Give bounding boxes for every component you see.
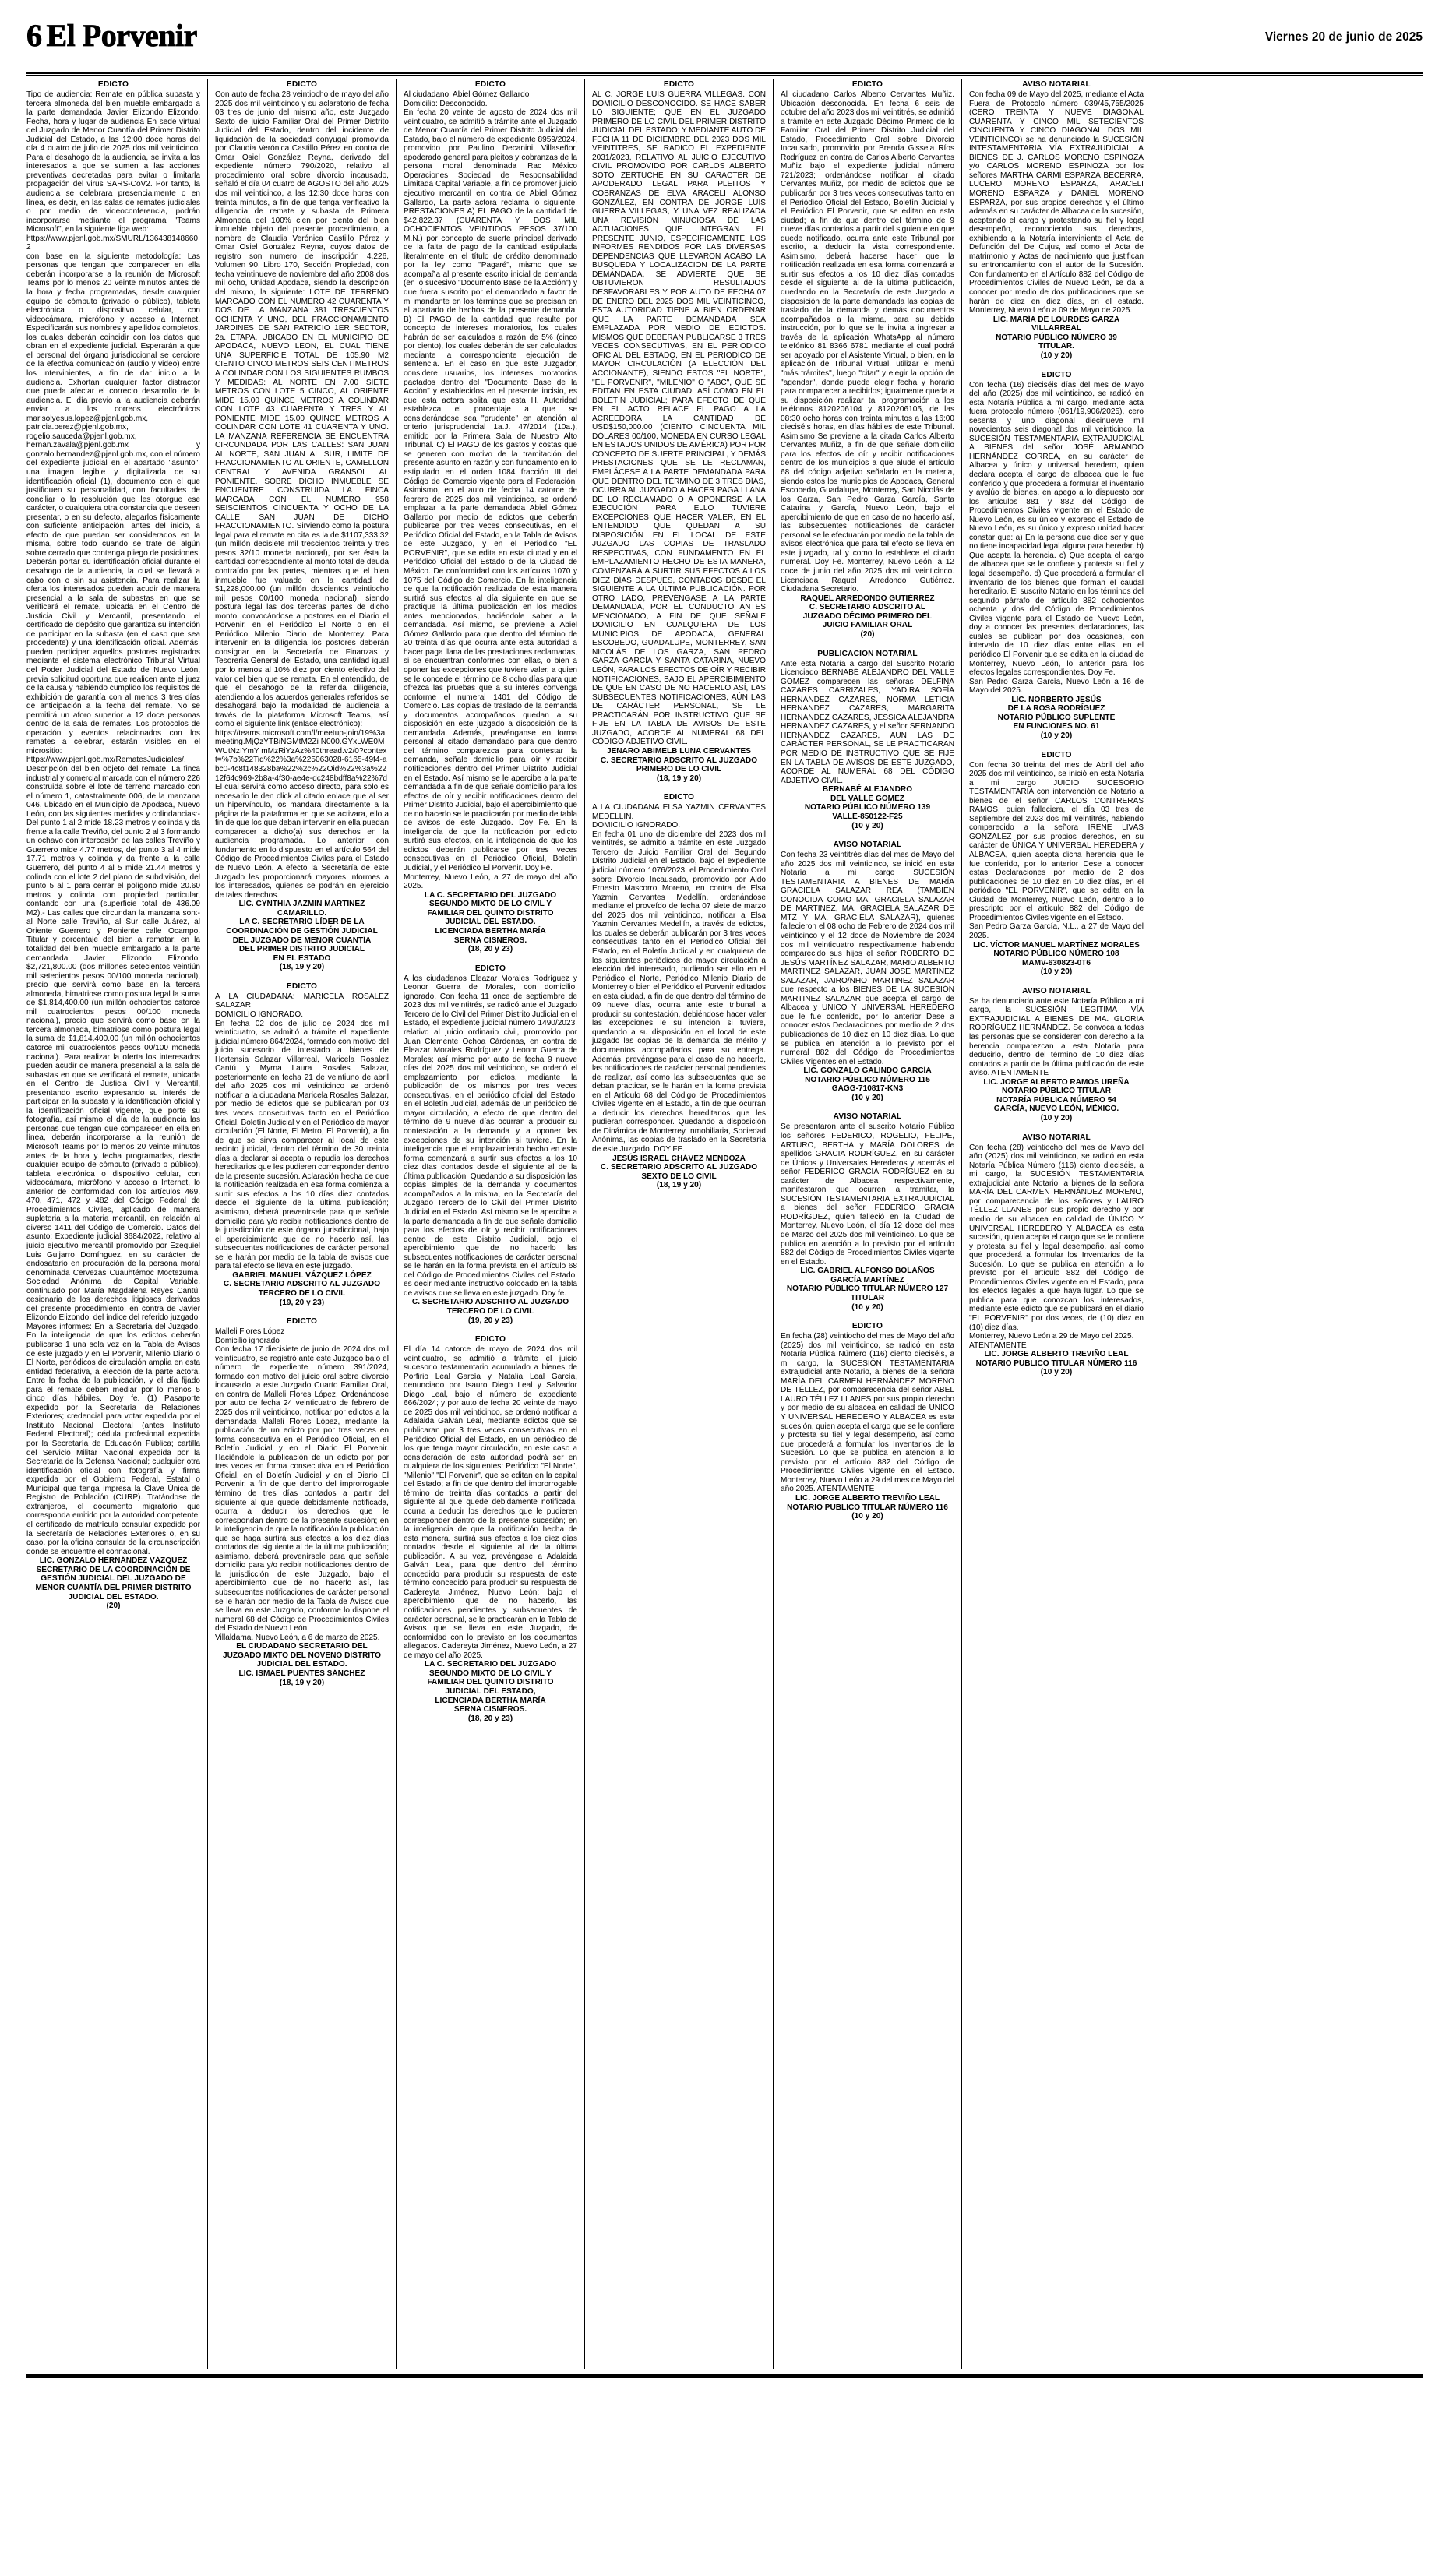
notice-signature-line: LA C. SECRETARIO DEL JUZGADO	[424, 890, 557, 900]
notice-signature-line: JUZGADO MIXTO DEL NOVENO DISTRITO	[222, 1651, 382, 1660]
notice-paragraph: En fecha 01 uno de diciembre del 2023 dos mil veintitrés, se admitió a trámite en este Juzgado Tercero de Juicio Familiar Oral del Segundo Distrito Judicial en el Estado, bajo el expediente judicial número 1076/2023, el Procedimiento Oral sobre Divorcio Incausado, promovido por Aldo Ernesto Mascorro Moreno, en contra de Elsa Yazmin Cervantes Medellín, ordenándose mediante el proveído de fecha 07 siete de marzo del 2025 dos mil veinticinco, notificar a Elsa Yazmin Cervantes Medellín, a través de edictos, los cuales se deberán publicarán por 3 tres veces consecutivas tanto en el Periódico Oficial del Estado, en el Boletín Judicial y en cualquiera de los siguientes periódicos de mayor circulación a elección del interesado, pudiendo ser ello en el Periódico el Norte, Periódico Milenio Diario de Monterrey o bien el Periódico el Porvenir editados en esta ciudad, a fin de que dentro del término de 09 nueve días, ocurra ante este tribunal a producir su contestación, debiéndose hacer valer las excepciones le su intención si tuviere, quedando a su disposición en el local de este juzgado las copias de la demanda de mérito y documentos acompañados para su entrega. Además, prevéngase para el caso de no hacerlo, las notificaciones de carácter personal pendientes de realizar, así como las subsecuentes que se deban practicar, se le harán en la forma prevista en el Artículo 68 del Código de Procedimientos Civiles vigente en el Estado, a fin de que ocurran a deducir los derechos hereditarios que les pudieran corresponder. Quedando a disposición de Dinámica de Monterrey Inmobiliaria, Sociedad Anónima, las copias de traslado en la Secretaría de este Juzgado. DOY FE.	[592, 830, 766, 1154]
notice-paragraph: A los ciudadanos Eleazar Morales Rodríguez y Leonor Guerra de Morales, con domicilio: ignorado. Con fecha 11 once de septiembre de 2023 dos mil veintitrés, se radicó ante el Juzgado Tercero de lo Civil del Primer Distrito Judicial en el Estado, el expediente judicial número 1490/2023, relativo al juicio ordinario civil, promovido por Juan Clemente Ochoa Cárdenas, en contra de Eleazar Morales Rodríguez y Leonor Guerra de Morales; así mismo por auto de fecha 9 nueve días del 2025 dos mil veinticinco, se ordenó el emplazamiento por edictos, mediante la publicación de los mismos por tres veces consecutivas, en el periódico oficial del Estado, en el Boletín Judicial, además de un periódico de mayor circulación, a efecto de que dentro del término de 9 nueve días ocurran a producir su contestación a la demanda y a oponer las excepciones de su intención si tuviere. En la inteligencia que el emplazamiento hecho en este forma comenzará a surtir sus efectos a los 10 diez días contados desde el siguiente al de la última publicación. Quedando a su disposición las copias simples de la demanda y documentos acompañados a la misma, en la Secretaría del Juzgado Tercero de lo Civil del Primer Distrito Judicial en el Estado. Así mismo se le apercibe a la parte demandada a fin de que señale domicilio para los efectos de oír y recibir notificaciones dentro de este Distrito Judicial, bajo el apercibimiento que de no hacerlo las subsecuentes notificaciones de carácter personal se le harán en la forma prevista en el artículo 68 del Código de Procedimientos Civiles del Estado, es decir mediante instructivo colocado en la tabla de avisos que se lleva en este juzgado. Doy fe.	[404, 974, 577, 1298]
notice-signature-line: C. SECRETARIO ADSCRITO AL JUZGADO	[600, 756, 758, 765]
notice-heading: AVISO NOTARIAL	[1022, 986, 1091, 996]
notice-paragraph: Se presentaron ante el suscrito Notario Público los señores FEDERICO, ROGELIO, FELIPE, ARTURO, BERTHA y MARÍA DOLORES de apellidos GRACIA RODRÍGUEZ, en su carácter de Únicos y Universales Herederos y además el señor FEDERICO GRACIA RODRÍGUEZ en su carácter de Albacea respectivamente, manifestaron que ocurren a tramitar, la SUCESIÓN TESTAMENTARIA EXTRAJUDICIAL a bienes del señor FEDERICO GRACIA RODRÍGUEZ, quien falleció en la Ciudad de Monterrey, Nuevo León, el día 12 doce del mes de Marzo del 2025 dos mil veinticinco. Lo que se publica en atención a lo previsto por el artículo 882 del Código de Procedimientos Civiles vigente en el Estado.	[781, 1122, 954, 1267]
notice-signature-line: LIC. GONZALO GALINDO GARCÍA	[803, 1066, 932, 1076]
notice-signature-line: JUDICIAL DEL ESTADO.	[256, 1660, 347, 1669]
notice-paragraph: Con fecha 09 de Mayo del 2025, mediante el Acta Fuera de Protocolo número 039/45,755/2025 (CERO TREINTA Y NUEVE DIAGONAL CUARENTA Y CINCO MIL SETECIENTOS CINCUENTA Y CINCO DIAGONAL DOS MIL VEINTICINCO) se ha denunciado la SUCESIÓN INTESTAMENTARIA VÍA EXTRAJUDICIAL A BIENES DE J. CARLOS MORENO ESPINOZA y/o CARLOS MORENO ESPINOZA por los señores MARTHA CARMI ESPARZA BECERRA, LUCERO MORENO ESPARZA, ARACELI MORENO ESPARZA y DANIEL MORENO ESPARZA, por sus propios derechos y el último además en su carácter de Albacea de la sucesión, aceptando el cargo y protestando su fiel y legal desempeño, reconociendo sus derechos, exhibiendo a la Notaría interviniente el Acta de Defunción del De Cujus, así como el Acta de matrimonio y Actas de nacimiento que justifican su entroncamiento con el autor de la Sucesión. Con fundamento en el Artículo 882 del Código de Procedimientos Civiles de Nuevo León, se da a conocer por medio de dos publicaciones que se harán de diez en diez días, en el estado. Monterrey, Nuevo León a 09 de Mayo de 2025.	[969, 90, 1144, 315]
notice-heading: AVISO NOTARIAL	[1022, 80, 1091, 89]
notice-signature-line: LA C. SECRETARIO LÍDER DE LA	[239, 918, 365, 927]
notice-publication-ref: (10 y 20)	[851, 1512, 883, 1521]
notice-signature-line: DEL JUZGADO DE MENOR CUANTÍA	[232, 936, 372, 945]
notice-signature-line: LIC. MARÍA DE LOURDES GARZA	[992, 315, 1120, 324]
notice-signature-line: LIC. ISMAEL PUENTES SÁNCHEZ	[238, 1669, 365, 1679]
notice-heading: EDICTO	[97, 80, 129, 89]
notice-heading: EDICTO	[663, 793, 695, 802]
notice-signature-line: JUDICIAL DEL ESTADO.	[445, 918, 536, 927]
notice-paragraph: Al ciudadano Carlos Alberto Cervantes Muñiz. Ubicación desconocida. En fecha 6 seis de octubre del año 2023 dos mil veintitrés, se admitió a trámite en este Juzgado Décimo Primero de lo Familiar Oral del Primer Distrito Judicial del Estado, Procedimiento Oral sobre Divorcio Incausado, promovido por Brenda Gissela Ríos Rodríguez en contra de Carlos Alberto Cervantes Muñiz bajo el expediente judicial número 721/2023; ordenándose notificar al citado Cervantes Muñiz, por medio de edictos que se publicarán por 3 tres veces consecutivas tanto en el Periódico Oficial del Estado, Boletín Judicial y el Periódico El Porvenir, que se editan en esta ciudad; a fin de que dentro del término de 9 nueve días contados a partir del siguiente en que quede notificado, ocurra ante este Tribunal por escrito, a deducir la vista correspondiente. Asimismo, deberá hacerse hacer que la notificación realizada en esa forma comenzará a surtir sus efectos a los 10 diez días contados desde el siguiente al de la última publicación, quedando en la Secretaría de este Juzgado a disposición de la parte demandada las copias de traslado de la demanda y demás documentos acompañados a la misma, para su debida instrucción, por lo que se le invita a ingresar a través de la aplicación WhatsApp al número telefónico 81 8366 6781 mediante el cual podrá ser apoyado por el Asistente Virtual, o bien, en la aplicación de Tribunal Virtual, utilizar el menú "más trámites", luego "citar" y elegir la opción de "agendar", donde puede elegir fecha y horario para comparecer a recibirlos; igualmente queda a su disposición realizar tal programación a los teléfonos 8120206104 y 8120206105, de las 08:30 ocho horas con treinta minutos a las 16:00 dieciséis horas, en días hábiles de este Tribunal. Asimismo Se previene a la citada Carlos Alberto Cervantes Muñiz, a fin de que señale domicilio para los efectos de oír y recibir notificaciones dentro de los municipios a que alude el artículo 68 del código adjetivo señalado en la materia, siendo estos los municipios de Apodaca, General Escobedo, Guadalupe, Monterrey, San Nicolás de los Garza, San Pedro Garza García, Santa Catarina y García, Nuevo León, bajo el apercibimiento de que en caso de no hacerlo así, las subsecuentes notificaciones de carácter personal se le efectuarán por medio de la tabla de avisos electrónica que para tal efecto se lleva en este juzgado, tal y como lo establece el citado numeral. Doy Fe. Monterrey, Nuevo León, a 12 doce de junio del año 2025 dos mil veinticinco. Licenciada Raquel Arredondo Gutiérrez. Ciudadana Secretario.	[781, 90, 954, 594]
notice-signature-line: VILLARREAL	[1031, 324, 1081, 333]
notice-signature-line: NOTARIO PUBLICO TITULAR NÚMERO 116	[787, 1503, 948, 1512]
legal-notice	[781, 1112, 954, 1313]
notice-heading: AVISO NOTARIAL	[833, 840, 902, 850]
legal-notice	[404, 964, 577, 1326]
notice-signature-line: EN EL ESTADO	[273, 953, 331, 963]
column-2	[208, 79, 397, 2369]
notice-paragraph: En fecha 20 veinte de agosto de 2024 dos mil veinticuatro, se admitió a trámite ante el Juzgado de Menor Cuantía del Primer Distrito Judicial del Estado, bajo el número de expediente 8959/2024, promovido por Paulino Decanini Villaseñor, apoderado general para pleitos y cobranzas de la persona moral denominada Rac México Operaciones Sociedad de Responsabilidad Limitada Capital Variable, a fin de promover juicio ejecutivo mercantil en contra de Abiel Gómez Gallardo, La parte actora reclama lo siguiente: PRESTACIONES A) EL PAGO de la cantidad de $42,822.37 (CUARENTA Y DOS MIL OCHOCIENTOS VEINTIDOS PESOS 37/100 M.N.) por concepto de suerte principal derivado de la falta de pago de la cantidad estipulada literalmente en el título de crédito denominado por la ley como "Pagaré", mismo que se acompaña al presente escrito inicial de demanda (en lo sucesivo "Documento Base de la Acción") y que fuera suscrito por el demandado a favor de mi mandante en los términos que se precisan en el apartado de hechos de la presente demanda. B) El PAGO de la cantidad que resulte por concepto de intereses moratorios, los cuales habrán de ser calculados a razón de 5% (cinco por ciento), los cuales deberán de ser calculados mediante la correspondiente ejecución de sentencia. En el caso en que este Juzgador, considere usuarios, los intereses moratorios pactados dentro del "Documento Base de la Acción" y establecidos en el presente incisio, es que esta actora solita que esta H. Autoridad establezca el porcentaje a que se considerándose sea "prudente" en atención al criterio jurisprudencial 1a.J. 47/2014 (10a.), emitido por la Primera Sala de Nuestro Alto Tribunal. C) El PAGO de los gastos y costas que se generen con motivo de la tramitación del presente asunto en razón y con fundamento en lo estipulado en el orden 1084 fracción III del Código de Comercio vigente para el Federación. Asimismo, en el auto de fecha 14 catorce de febrero de 2025 dos mil veinticinco, se ordenó emplazar a la parte demandada Abiel Gómez Gallardo por medio de edictos que deberán publicarse por tres veces consecutivas, en el Periódico Oficial del Estado, en la Tabla de Avisos de este Juzgado, y en el Periódico "EL PORVENIR", que se edita en esta ciudad y en el Periódico Oficial del Estado o de la Ciudad de México. De conformidad con los artículos 1070 y 1075 del Código de Comercio. En la inteligencia de que la notificación realizada de esta manera surtirá sus efectos al día siguiente en que se practique la última publicación en los medios antes mencionados, haciéndole saber a la demandada. Así mismo, se previene a Abiel Gómez Gallardo para que dentro del término de 30 treinta días que ocurra ante esta autoridad a hacer paga llana de las prestaciones reclamadas, si se encuentran conformes con ellas, o bien a oponer las excepciones que tuviere valer, a quien se le concede el término de 8 ocho días para que ofrezca las pruebas que a su interés convenga conforme el numeral 1401 del Código de Comercio. Las copias de traslado de la demanda y documentos acompañados quedan a su disposición en este juzgado a disposición de la demandada. Además, prevénganse en forma personal al citado demandado para que dentro del término comparezca para contestar la demanda, señale domicilio para oír y recibir notificaciones dentro del Primer Distrito Judicial en el Estado. Así mismo se le apercibe a la parte demandada a fin de que señale domicilio para los efectos de oír y recibir notificaciones dentro del Primer Distrito Judicial, bajo el apercibimiento que de no hacerlo se le practicarán por medio de tabla de avisos de este Juzgado. Doy Fe. En la inteligencia de que la notificación por edicto surtirá sus efectos, en la inteligencia de que los edictos deberán publicarse por tres veces consecutivas en el Periódico Oficial, Boletín Judicial, y el Periódico El Porvenir. Doy Fe.	[404, 108, 577, 873]
notice-publication-ref: (18, 20 y 23)	[467, 945, 513, 954]
legal-notice	[969, 79, 1144, 361]
legal-notice	[781, 840, 954, 1103]
notice-signature-line: NOTARIO PÚBLICO NÚMERO 115	[805, 1075, 930, 1084]
notice-signature-line: PRIMERO DE LO CIVIL	[636, 765, 722, 774]
legal-notice	[215, 1316, 389, 1688]
notice-signature-line: C. SECRETARIO ADSCRITO AL	[809, 603, 926, 612]
notice-signature-line: NOTARIO PÚBLICO TITULAR NÚMERO 127	[786, 1284, 949, 1294]
notice-signature-line: C. SECRETARIO ADSCRITO AL JUZGADO	[411, 1298, 569, 1307]
notice-signature-line: GESTIÓN JUDICIAL DEL JUZGADO DE	[41, 1574, 186, 1584]
page-number: 6	[26, 18, 42, 53]
legal-notice	[592, 792, 766, 1191]
notice-publication-ref: (18, 19 y 20)	[279, 963, 325, 972]
notice-heading: EDICTO	[286, 981, 318, 991]
notices-grid	[26, 76, 1423, 2369]
notice-signature-line: LIC. GABRIEL ALFONSO BOLAÑOS	[800, 1267, 935, 1276]
notice-url[interactable]: https://www.pjenl.gob.mx/RematesJudiciales/.	[26, 756, 186, 765]
notice-publication-ref: (10 y 20)	[1040, 731, 1073, 741]
notice-heading: AVISO NOTARIAL	[833, 1112, 902, 1122]
notice-signature-line: NOTARÍA PÚBLICA NÚMERO 54	[996, 1095, 1116, 1105]
legal-notice	[404, 1334, 577, 1724]
notice-signature-line: TERCERO DE LO CIVIL	[446, 1307, 534, 1316]
notice-signature-line: LIC. NORBERTO JESÚS	[1011, 695, 1102, 704]
notice-signature-line: JENARO ABIMELB LUNA CERVANTES	[606, 746, 752, 756]
notice-signature-line: MENOR CUANTÍA DEL PRIMER DISTRITO	[35, 1583, 192, 1592]
masthead	[0, 0, 1449, 72]
column-1	[26, 79, 208, 2369]
notice-publication-ref: (10 y 20)	[851, 1302, 883, 1312]
notice-signature-line: DE LA ROSA RODRÍGUEZ	[1007, 704, 1105, 714]
notice-signature-line: GAGG-710817-KN3	[831, 1084, 904, 1094]
notice-paragraph: AL C. JORGE LUIS GUERRA VILLEGAS. CON DOMICILIO DESCONOCIDO. SE HACE SABER LO SIGUIENTE; QUE EN EL JUZGADO PRIMERO DE LO CIVIL DEL PRIMER DISTRITO JUDICIAL DEL ESTADO; Y MEDIANTE AUTO DE FECHA 11 DE DICIEMBRE DEL 2023 DOS MIL VEINTITRES, SE RADICO EL EXPEDIENTE 2031/2023, RELATIVO AL JUICIO EJECUTIVO CIVIL PROMOVIDO POR CARLOS ALBERTO SOTO ZERTUCHE EN SU CARÁCTER DE APODERADO LEGAL PARA PLEITOS Y COBRANZAS DE ELVA ARACELI ALONSO GONZÁLEZ, EN CONTRA DE JORGE LUIS GUERRA VILLEGAS, Y UNA VEZ REALIZADA UNA REVISIÓN MINUCIOSA DE LAS ACTUACIONES QUE INTEGRAN EL PRESENTE JUNIO, ESPECIFICAMENTE LOS INFORMES RENDIDOS POR LAS DIVERSAS DEPENDENCIAS QUE LLEVARON ACABO LA BUSQUEDA Y LOCALIZACION DE LA PARTE DEMANDADA, SE ADVIERTE QUE SE OBTUVIERON RESULTADOS DESFAVORABLES Y POR AUTO DE FECHA 07 DE ENERO DEL 2025 DOS MIL VEINTICINCO, ESTA AUTORIDAD TIENE A BIEN ORDENAR QUE LA PARTE DEMANDADA SEA EMPLAZADA POR MEDIO DE EDICTOS. MISMOS QUE DEBERÁN PUBLICARSE 3 TRES VECES CONSECUTIVAS, EN EL PERIODICO OFICIAL DEL ESTADO, EN EL PERIODICO DE MAYOR CIRCULACIÓN (A ELECCIÓN DEL ACCIONANTE), SIENDO ESTOS "EL NORTE", "EL PORVENIR", "MILENIO" O "ABC", QUE SE EDITAN EN ESTA CIUDAD. ASÍ COMO EN EL BOLETÍN JUDICIAL; PARA EFECTO DE QUE EN EL ACTO RELACE EL PAGO A LA ACREEDORA LA CANTIDAD DE USD$150,000.00 (CIENTO CINCUENTA MIL DÓLARES 00/100, MONEDA EN CURSO LEGAL EN ESTADOS UNIDOS DE AMÉRICA) POR POR CONCEPTO DE SUERTE PRINCIPAL, Y DEMÁS PRESTACIONES QUE SE LE RECLAMAN, EMPLÁCESE A LA PARTE DEMANDADA PARA QUE DENTRO DEL TÉRMINO DE 3 TRES DÍAS, OCURRA AL JUZGADO A HACER PAGA LLANA DE LO RECLAMADO O A OPONERSE A LA EJECUCIÓN PARA ELLO TUVIERE EXCEPCIONES QUE HACER VALER, EN EL ENTENDIDO QUE QUEDAN A SU DISPOSICIÓN EN EL LOCAL DE ESTE JUZGADO LAS COPIAS DE TRASLADO RESPECTIVAS, CON FUNDAMENTO EN EL EMPLAZAMIENTO HECHO DE ESTA MANERA, COMENZARÁ A SURTIR SUS EFECTOS A LOS DIEZ DÍAS DESPUÉS, CONTADOS DESDE EL SIGUIENTE A LA ÚLTIMA PUBLICACIÓN. POR OTRO LADO, PREVÉNGASE A LA PARTE DEMANDADA, POR EL CONDUCTO ANTES MENCIONADO, A FIN DE QUE SEÑALE DOMICILIO EN CUALQUIERA DE LOS MUNICIPIOS DE APODACA, GENERAL ESCOBEDO, GUADALUPE, MONTERREY, SAN NICOLÁS DE LOS GARZA, SAN PEDRO GARZA GARCÍA Y SANTA CATARINA, NUEVO LEÓN, PARA LOS EFECTOS DE OÍR Y RECIBIR NOTIFICACIONES, BAJO EL APERCIBIMIENTO DE QUE EN CASO DE NO HACERLO ASÍ, LAS SUBSECUENTES NOTIFICACIONES, AÚN LAS DE CARÁCTER PERSONAL, SE LE PRACTICARÁN POR INSTRUCTIVO QUE SE FIJE EN LA TABLA DE AVISOS DE ESTE JUZGADO, ACORDE AL NUMERAL 68 DEL CÓDIGO ADJETIVO CIVIL.	[592, 90, 766, 747]
notice-signature-line: C. SECRETARIO ADSCRITO AL JUZGADO	[223, 1280, 381, 1289]
notice-signature-line: JUICIO FAMILIAR ORAL	[822, 621, 913, 630]
notice-signature-line: LIC. CYNTHIA JAZMIN MARTINEZ	[238, 900, 365, 909]
notice-signature-line: JUDICIAL DEL ESTADO,	[445, 1687, 536, 1697]
notice-publication-ref: (10 y 20)	[1040, 1114, 1073, 1123]
notice-signature-line: FAMILIAR DEL QUINTO DISTRITO	[427, 1678, 554, 1687]
notice-paragraph: En fecha (28) veintiocho del mes de Mayo del año (2025) dos mil veinticinco, se radicó en esta Notaría Pública Número (116) ciento dieciséis, a mi cargo, la SUCESIÓN TESTAMENTARIA extrajudicial ante Notario, a bienes de la señora MARÍA DEL CARMEN HERNÁNDEZ MORENO DE TÉLLEZ, por comparecencia del señor ABEL LAURO TÉLLEZ LLANES por sus propio derecho y por medio de su albacea en calidad de UNICO Y UNIVERSAL HEREDERO Y ALBACEA es esta sucesión, quien acepta el cargo que se le confiere y protesta su fiel y legal desempeño, así como que procederá a formular los Inventarios de la Sucesión. Lo que se publica en atención a lo previsto por el artículo 882 del Código de Procedimientos Civiles vigente en el Estado. Monterrey, Nuevo León a 29 del mes de Mayo del año 2025. ATENTAMENTE	[781, 1332, 954, 1494]
legal-notice	[969, 1133, 1144, 1378]
notice-signature-line: LIC. GONZALO HERNÁNDEZ VÁZQUEZ	[39, 1556, 188, 1566]
notice-signature-line: LA C. SECRETARIO DEL JUZGADO	[424, 1660, 557, 1669]
notice-publication-ref: (10 y 20)	[851, 821, 883, 830]
notice-signature-line: LICENCIADA BERTHA MARÍA	[435, 1696, 546, 1705]
footer-rule	[26, 2374, 1423, 2378]
legal-notice	[215, 981, 389, 1308]
notice-paragraph: San Pedro Garza García, N.L., a 27 de Mayo del 2025.	[969, 922, 1144, 940]
notice-signature-line: GARCÍA MARTÍNEZ	[830, 1275, 904, 1284]
notice-signature-line: JESÚS ISRAEL CHÁVEZ MENDOZA	[612, 1154, 746, 1163]
newspaper-title: El Porvenir	[46, 18, 197, 53]
notice-paragraph: A LA CIUDADANA ELSA YAZMIN CERVANTES MEDELLIN.	[592, 803, 766, 821]
notice-publication-ref: (20)	[860, 630, 875, 639]
notice-paragraph: Con fecha (28) veintiocho del mes de Mayo del año (2025) dos mil veinticinco, se radicó en esta Notaría Pública Número (116) ciento dieciséis, a mi cargo, la SUCESIÓN TESTAMENTARIA extrajudicial ante Notario, a bienes de la señora MARÍA DEL CARMEN HERNÁNDEZ MORENO, por comparecencia de los señores y LAURO TÉLLEZ LLANES por sus propio derecho y por medio de su albacea en calidad de ÚNICO Y UNIVERSAL HEREDERO Y ALBACEA es esta sucesión, quien acepta el cargo que se le confiere y protesta su fiel y legal desempeño, así como que procederá a formular los Inventarios de la Sucesión. Lo que se publica en atención a lo previsto por el artículo 882 del Código de Procedimientos Civiles vigente en el Estado, para los efectos legales a que haya lugar. Lo que se publica para que conozcan los interesados, mediante este edicto que se publicará en el diario "EL PORVENIR" por dos veces, de (10) diez en (10) diez días.	[969, 1143, 1144, 1332]
notice-paragraph: Con fecha (16) dieciséis días del mes de Mayo del año (2025) dos mil veinticinco, se radicó en esta Notaría Pública a mi cargo, mediante acta fuera protocolo número (061/19,906/2025), cero sesenta y uno diagonal diecinueve mil novecientos seis diagonal dos mil veinticinco, la SUCESIÓN TESTAMENTARIA EXTRAJUDICIAL A BIENES del señor JOSÉ ARMANDO HERNÁNDEZ CORREA, en su carácter de Albacea y único y universal heredero, quien declara acepta el cargo de albacea que le fue conferido y que procederá a formular el inventario y avalúo de bienes, en apego a lo dispuesto por los artículos 881 y 882 del Código de Procedimientos Civiles vigente en el Estado de Nuevo León, es su único y expreso el Estado de Nuevo León, es su único y expreso unidad hacer constar que: a) En la persona que dice ser y que no tiene incapacidad legal alguna para heredar. b) Que acepta la herencia. c) Que acepta el cargo de albacea que se le confiere y protesta su fiel y legal desempeño. d) Que procederá a formular el inventario de los bienes que forman el caudal hereditario. El suscrito Notario en los términos del segundo párrafo del artículo 882 ochocientos ochenta y dos del Código de Procedimientos Civiles vigente para el Estado de Nuevo León, doy a conocer las presentes declaraciones, las cuales se publican por dos ocasiones, con intervalo de 10 diez días entre ellas, en el periódico El Porvenir que se edita en la ciudad de Monterrey, Nuevo León, lo anterior para los efectos legales correspondientes. Doy Fe.	[969, 380, 1144, 678]
notice-paragraph: San Pedro Garza García, Nuevo León a 16 de Mayo del 2025.	[969, 677, 1144, 696]
notice-publication-ref: (20)	[106, 1602, 121, 1611]
notice-paragraph: Al ciudadano: Abiel Gómez Gallardo	[404, 90, 530, 99]
notice-signature-line: LIC. JORGE ALBERTO RAMOS UREÑA	[983, 1077, 1130, 1087]
notice-url[interactable]: https://www.pjenl.gob.mx/SMURL/1364381486602	[26, 234, 198, 252]
column-3	[397, 79, 585, 2369]
legal-notice	[969, 986, 1144, 1124]
notice-signature-line: SEGUNDO MIXTO DE LO CIVIL Y	[428, 900, 552, 909]
notice-publication-ref: (18, 20 y 23)	[467, 1714, 513, 1723]
notice-paragraph: DOMICILIO IGNORADO.	[592, 821, 681, 830]
notice-publication-ref: (19, 20 y 23)	[279, 1298, 325, 1307]
notice-signature-line: JUZGADO DÉCIMO PRIMERO DEL	[802, 611, 933, 621]
column-5	[774, 79, 962, 2369]
notice-signature-line: NOTARIO PÚBLICO NÚMERO 139	[804, 803, 931, 812]
notice-paragraph: Domicilio ignorado	[215, 1336, 280, 1345]
notice-signature-line: DEL PRIMER DISTRITO JUDICIAL	[238, 945, 365, 954]
notice-signature-line: EN FUNCIONES NO. 61	[1013, 722, 1100, 731]
column-6	[962, 79, 1144, 2369]
notice-heading: EDICTO	[851, 1322, 883, 1331]
notice-signature-line: EL CIUDADANO SECRETARIO DEL	[236, 1642, 368, 1651]
legal-notice	[404, 79, 577, 955]
legal-notice	[969, 750, 1144, 978]
column-4	[585, 79, 774, 2369]
notice-paragraph: Tipo de audiencia: Remate en pública subasta y tercera almoneda del bien mueble embargado a la parte demandada Javier Elizondo Elizondo. Fecha, hora y lugar de audiencia En sede virtual del Juzgado de Menor Cuantía del Primer Distrito Judicial del Estado, a las 12:00 doce horas del día 4 cuatro de julio de 2025 dos mil veinticinco. Para el desahogo de la audiencia, se invita a los interesados a que se sumen a las acciones preventivas decretadas para evitar o limitarla propagación del virus SARS-CoV2. Por tanto, la audiencia se celebrara presencialmente o en línea, es decir, en las salas de remates judiciales o por medio de videoconferencia, podrán incorporarse mediante el programa "Teams Microsoft", en la siguiente liga web:	[26, 90, 200, 234]
notice-heading: EDICTO	[474, 80, 506, 89]
newspaper-brand	[26, 20, 197, 51]
notice-heading: EDICTO	[286, 1317, 318, 1327]
notice-publication-ref: (10 y 20)	[1040, 1368, 1073, 1377]
notice-signature-line: SERNA CISNEROS.	[453, 936, 527, 945]
notice-paragraph: El día 14 catorce de mayo de 2024 dos mil veinticuatro, se admitió a trámite el juicio sucesorio testamentario acumulado a bienes de Porfirio Leal García y Natalia Leal García, denunciado por Isauro Diego Leal y Salvador Diego Leal, bajo el número de expediente 666/2024; y por auto de fecha 20 veinte de mayo de 2025 dos mil veinticinco, se ordenó notificar a Adalaida Galván Leal, mediante edictos que se publicaran por 3 tres veces consecutivas en el Periódico Oficial del Estado, en un periódico de los que tenga mayor circulación, en este caso a consideración de esta autoridad podrá ser en cualquiera de los siguientes: Periódico "El Norte", "Milenio" "El Porvenir", que se editan en la capital del Estado; a fin de que dentro del improrrogable término de treinta días contados a partir del siguiente al que quede debidamente notificada, ocurra a deducir los derechos que le pudieren corresponder dentro de la presente sucesión; en la inteligencia de que la notificación hecha de esta manera, surtirá sus efectos a los diez días contados desde el siguiente al de la última publicación. A su vez, prevéngase a Adalaida Galván Leal, para que dentro del término concedido para producir su respuesta de este término concedido para producir su respuesta de Cadereyta Jiménez, Nuevo León; bajo el apercibimiento que de no hacerlo, las notificaciones pendientes y subsecuentes de carácter personal, se le practicarán en la Tabla de Avisos que se lleva en este Juzgado, de conformidad con lo previsto en los documentos allegados. Cadereyta Jiménez, Nuevo León, a 27 de mayo del año 2025.	[404, 1345, 577, 1660]
notice-signature-line: NOTARIO PUBLICO TITULAR NÚMERO 116	[975, 1358, 1137, 1368]
notice-signature-line: MAMV-630823-0T6	[1021, 958, 1091, 967]
notice-signature-line: NOTARIO PÚBLICO NÚMERO 39	[996, 333, 1117, 342]
notice-heading: EDICTO	[851, 80, 883, 89]
notice-heading: AVISO NOTARIAL	[1022, 1133, 1091, 1142]
notice-signature-line: LIC. JORGE ALBERTO TREVIÑO LEAL	[795, 1493, 940, 1503]
notice-signature-line: CAMARILLO.	[277, 908, 327, 918]
notice-signature-line: TERCERO DE LO CIVIL	[258, 1289, 346, 1299]
notice-heading: EDICTO	[474, 964, 506, 973]
dateline: Viernes 20 de junio de 2025	[1264, 30, 1423, 44]
notice-signature-line: C. SECRETARIO ADSCRITO AL JUZGADO	[600, 1163, 758, 1172]
notice-paragraph: El cual servirá como acceso directo, para solo es necesario le den click al citado enlace que al ser un hipervínculo, los mandara directamente a la página de la plataforma en que se activara, ello a fin de que los que deban intervenir en ella puedan comparecer a dicho(a) sus derechos en la audiencia programada. Lo anterior con fundamento en lo dispuesto en el artículo 564 del Código de Procedimientos Civiles para el Estado de Nuevo León. A efecto la Secretaría de este Juzgado les proporcionará mayores informes a los interesados, quienes se podrán en ejercicio de tales derechos.	[215, 783, 389, 900]
notice-heading: PUBLICACION NOTARIAL	[817, 649, 918, 658]
notice-signature-line: LICENCIADA BERTHA MARÍA	[435, 927, 546, 936]
notice-paragraph: Domicilio: Desconocido.	[404, 99, 488, 108]
notice-paragraph: Se ha denunciado ante este Notaría Público a mi cargo, la SUCESIÓN LEGITIMA VÍA EXTRAJUDICIAL A BIENES DE MA. GLORIA RODRÍGUEZ HERNÁNDEZ. Se convoca a todas las personas que se consideren con derecho a la herencia comparezcan a esta Notaría para deducirlo, dentro del término de 10 diez días contados a partir de la última publicación de este aviso. ATENTAMENTE	[969, 996, 1144, 1078]
notice-signature-line: LIC. JORGE ALBERTO TREVIÑO LEAL	[984, 1350, 1129, 1359]
notice-heading: EDICTO	[474, 1335, 506, 1344]
notice-signature-line: JUDICIAL DEL ESTADO.	[68, 1592, 159, 1602]
legal-notice	[969, 370, 1144, 742]
notice-signature-line: SECRETARIO DE LA COORDINACIÓN DE	[36, 1565, 191, 1574]
notice-publication-ref: (10 y 20)	[851, 1093, 883, 1102]
legal-notice	[781, 649, 954, 832]
notice-heading: EDICTO	[663, 80, 695, 89]
legal-notice	[215, 79, 389, 973]
notice-signature-line: LIC. VÍCTOR MANUEL MARTÍNEZ MORALES	[973, 940, 1140, 950]
notice-signature-line: GARCÍA, NUEVO LEÓN, MÉXICO.	[993, 1105, 1119, 1114]
notice-url[interactable]: https://teams.microsoft.com/l/meetup-join/19%3ameeting.MjQzYTBiNGMtM2Zi N000.GYxLWE0MWUtNzIYmY mMzRiYzAz%40thread.v2/0?context=%7b%22Tid%22%3a%225063028-6165-49f4-abc0-4c8f148328ba%22%2c%22Oid%22%3a%2212f64c969-2b8a-4f30-ae4e-dc248bdff8a%22%7d	[215, 728, 387, 783]
notice-signature-line: VALLE-850122-F25	[832, 812, 903, 821]
notice-signature-line: NOTARIO PÚBLICO NÚMERO 108	[993, 950, 1119, 959]
legal-notice	[592, 79, 766, 784]
notice-paragraph: Villaldama, Nuevo León, a 6 de marzo de 2025.	[215, 1633, 380, 1642]
notice-paragraph: En fecha 02 dos de julio de 2024 dos mil veinticuatro, se admitió a trámite el expediente judicial número 864/2024, formado con motivo del juicio sucesorio de intestado a bienes de Hortensia Salazar Villarreal, Maricela Rosalez Cantú y Myrna Laura Rosales Salazar, posteriormente en fecha 21 de veintiuno de abril del año 2025 dos mil veinticinco se ordenó notificar a la ciudadana Maricela Rosales Salazar, por medio de edictos que se publicaran por 03 tres veces consecutivas tanto en el Periódico Oficial, Boletín Judicial y en el Periódico de mayor circulación (El Norte, El Metro, El Porvenir), a fin de que se sirva comparecer al local de este recinto judicial, dentro del término de 30 treinta días a declarar si acepta o repudia los derechos hereditarios que les pudieren corresponder dentro de la presente sucesión. Aclaración hecha de que la notificación realizada en esa forma comienza a surtir sus efectos a los 10 días diez contados desde el siguiente de la última publicación; asimismo, deberá prevenírsele para que señale domicilio para y/o recibir notificaciones dentro de la jurisdicción de este órgano jurisdiccional, bajo el apercibimiento que de no hacerlo así, las subsecuentes notificaciones de carácter personal se le harán por medio de la tabla de avisos que para tal efecto se lleva en este juzgado.	[215, 1019, 389, 1271]
notice-heading: EDICTO	[286, 80, 318, 89]
notice-signature-line: TITULAR.	[1038, 342, 1074, 351]
notice-publication-ref: (18, 19 y 20)	[656, 774, 702, 783]
notice-signature-line: COORDINACIÓN DE GESTIÓN JUDICIAL	[226, 927, 378, 936]
notice-paragraph: Malleli Flores López	[215, 1327, 285, 1337]
notice-signature-line: SERNA CISNEROS.	[453, 1705, 527, 1714]
notice-paragraph: ATENTAMENTE	[969, 1341, 1027, 1350]
notice-publication-ref: (19, 20 y 23)	[467, 1316, 513, 1325]
notice-paragraph: con base en la siguiente metodología: Las personas que tengan que comparecer en ella deberán incorporarse a la reunión de Microsoft Teams por lo menos 20 veinte minutos antes de la hora y fecha programadas, desde cualquier equipo de cómputo (privado o público), tableta electrónica o dispositivo celular, con videocámara, micrófono y acceso a Internet. Especificarán sus nombres y apellidos completos, los cuales deberán coincidir con los datos que obran en el expediente judicial. Esperarán a que el personal del órgano jurisdiccional se cerciore de la efectiva comunicación (audio y video) entre los intervinientes, a fin de dar inicio a la audiencia. Exhortan cualquier factor distractor que pueda afectar el correcto desarrollo de la audiencia. El día previo a la audiencia deberán enviar a los correos electrónicos marisolyesus.lopez@pjenl.gob.mx, patricia.perez@pjenl.gob.mx, rogelio.sauceda@pjenl.gob.mx, hernan.zavala@pjenl.gob.mx y gonzalo.hernandez@pjenl.gob.mx, con el número del expediente judicial en el apartado "asunto", una imagen legible y digitalizada de su identificación oficial (1), documento con el que justifiquen su personalidad, con facultades de conciliar o la resolución que les otorgue ese carácter, o cualquiera otra constancia que deseen presentar, o en su defecto, alegarlos físicamente con suficiente anticipación, antes del inicio, a efecto de que puedan ser considerados en la misma, sobre todo cuando se trate de algún sobre cerrado que contenga pliego de posiciones. Deberán portar su identificación oficial durante el desahogo de la audiencia, la cual se llevará a cabo con o sin su asistencia. Para realizar la oferta los interesados pueden acudir de manera presencial a la sala de subastas en que se verificará el remate, ubicada en el Centro de Justicia Civil y Mercantil, presentando el certificado de depósito que garantiza su intención de participar en la subasta (en el caso que sea procedente) y una identificación oficial. Además, pueden participar aquellos postores registrados mediante el sistema electrónico Tribunal Virtual del Poder Judicial del Estado de Nuevo León, previa solicitud oportuna que realicen ante el juez de la causa y habiendo cumplido los requisitos de exhibición de garantía con al menos 3 tres días de anticipación a la fecha del remate. No se permitirá un aforo superior a 12 doce personas dentro de la sala de remates. Los protocolos de operación y eventos relacionados con los remates a celebrar, estarán visibles en el micrositio:	[26, 252, 200, 756]
legal-notice	[26, 79, 200, 1612]
notice-publication-ref: (18, 19 y 20)	[656, 1181, 702, 1190]
notice-paragraph: DOMICILIO IGNORADO.	[215, 1010, 304, 1019]
notice-paragraph: Con fecha 30 treinta del mes de Abril del año 2025 dos mil veinticinco, se inició en esta Notaría a mi cargo JUICIO SUCESORIO TESTAMENTARIA con intervención de Notario a bienes de el señor CARLOS CONTRERAS RAMOS, quien falleciera, el día 03 tres de Septiembre del 2023 dos mil veintitrés, habiendo comparecido a la señora IRENE LIVAS GONZALEZ por sus propios derechos, en su carácter de ÚNICA Y UNIVERSAL HEREDERA y ALBACEA, quien acepta dicha herencia que le fue conferido, por lo anterior Dese a conocer estas Declaraciones por medio de 2 dos publicaciones de 10 diez en 10 diez días, en el periódico "EL PORVENIR", que se edita en la Ciudad de Monterrey, Nuevo León, dentro a lo prescripto por el artículo 882 del Código de Procedimientos Civiles vigente en el Estado.	[969, 760, 1144, 922]
notice-publication-ref: (10 y 20)	[1040, 351, 1073, 361]
notice-heading: EDICTO	[1041, 750, 1072, 759]
notice-paragraph: Con fecha 23 veintitrés días del mes de Mayo del año 2025 dos mil veinticinco, se inició en esta Notaría a mi cargo SUCESIÓN TESTAMENTARIA A BIENES DE MARÍA GRACIELA SALAZAR REA (TAMBIEN CONOCIDA COMO MA. GRACIELA SALAZAR DE MARTINEZ, MA. GRACIELA SALAZAR DE MTZ Y MA. GRACIELA SALAZAR), quienes fallecieron el 08 ocho de Febrero de 2024 dos mil veinticinco y el 12 doce de Noviembre de 2024 dos mil veinticuatro respectivamente habiendo comparecido sus hijos el señor ROBERTO DE JESÚS MARTÍNEZ SALAZAR, MARIO ALBERTO MARTINEZ SALAZAR, JUAN JOSE MARTINEZ SALAZAR, JAIRO/NHO MARTINEZ SALAZAR que respecto a los BIENES DE LA SUCESIÓN MARTINEZ SALAZAR que acepta el cargo de Albacea y UNICO Y UNIVERSAL HEREDERO que le fue conferido, por lo anterior Dese a conocer estos Declaraciones por medio de 2 dos publicaciones de 10 diez en 10 diez días. Lo que se publica en atención a lo previsto por el numeral 882 del Código de Procedimientos Civiles Vigentes en el Estado.	[781, 851, 954, 1066]
notice-signature-line: GABRIEL MANUEL VÁZQUEZ LÓPEZ	[232, 1270, 372, 1280]
notice-signature-line: DEL VALLE GOMEZ	[830, 794, 904, 803]
notice-publication-ref: (18, 19 y 20)	[279, 1678, 325, 1687]
notice-paragraph: Con fecha 17 diecisiete de junio de 2024 dos mil veinticuatro, se registró ante este Juzgado bajo el número de expediente número 391/2024, formado con motivo del juicio oral sobre divorcio incausado, a este Juzgado Cuarto Familiar Oral, en contra de Malleli Flores López. Ordenándose por auto de fecha 24 veinticuatro de febrero de 2025 dos mil veinticinco, notificar por edictos a la demandada Malleli Flores López, mediante la publicación de un edicto por por tres veces en forma consecutiva en el Periódico Oficial, en el Boletín Judicial y en el Diario El Porvenir. Haciéndole la publicación de un edicto por por tres veces en forma consecutiva en el Periódico Oficial, en el Boletín Judicial y en el Diario El Porvenir, a fin de que dentro del improrrogable término de tres días contados a partir del siguiente al que quede debidamente notificada, ocurra a deducir los derechos que le correspondan dentro de la presente sucesión; en la inteligencia de que la notificación la publicación que se haga surtirá sus efectos a los diez días contados del siguiente al de la última publicación; asimismo, deberá prevenírsele para que señale domicilio para y/o recibir notificaciones dentro de la jurisdicción de este Juzgado, bajo el apercibimiento que de no hacerlo así, las subsecuentes notificaciones de carácter personal se le harán por medio de la Tabla de Avisos que se lleva en este Juzgado, conforme lo dispone el numeral 68 del Código de Procedimientos Civiles del Estado de Nuevo León.	[215, 1345, 389, 1633]
notice-signature-line: SEGUNDO MIXTO DE LO CIVIL Y	[428, 1669, 552, 1678]
notice-signature-line: NOTARIO PÚBLICO SUPLENTE	[997, 713, 1116, 722]
notice-paragraph: Con auto de fecha 28 veintiocho de mayo del año 2025 dos mil veinticinco y su aclaratorio de fecha 03 tres de junio del mismo año, este Juzgado Sexto de juicio Familiar Oral del Primer Distrito Judicial del Estado, dentro del incidente de liquidación de la sociedad conyugal promovida por Claudia Verónica Castillo Pérez en contra de Omar Osiel González Reyna, derivado del expediente número 790/2020, relativo al procedimiento oral sobre divorcio incausado, señaló el día 04 cuatro de AGOSTO del año 2025 dos mil veinticinco, a las 12:30 doce horas con treinta minutos, a fin de que tenga verificativo la diligencia de remate y subasta de Primera Almoneda del 100% cien por ciento del bien inmueble objeto del presente procedimiento, a nombre de Claudia Verónica Castillo Pérez y Omar Osiel González Reyna, cuyos datos de registro son numero de inscripción 4,226, Volumen 90, Libro 170, Sección Propiedad, con techa veintinueve de noviembre del año 2008 dos mil ocho, Unidad Apodaca, siendo la descripción del mismo, la siguiente: LOTE DE TERRENO MARCADO CON EL NUMERO 42 CUARENTA Y DOS DE LA MANZANA 381 TRESCIENTOS OCHENTA Y UNO, DEL FRACCIONAMIENTO JARDINES DE SAN PATRICIO 1ER SECTOR, 2a. ETAPA, UBICADO EN EL MUNICIPIO DE APODACA, NUEVO LEON, EL CUAL TIENE UNA SUPERFICIE TOTAL DE 105.90 M2 CIENTO CINCO METROS SEIS CENTIMETROS A COLINDAR CON LOS SIGUIENTES RUMBOS Y MEDIDAS: AL NORTE EN 7.00 SIETE METROS CON LOTE 5 CINCO, AL ORIENTE MIDE 15.00 QUINCE METROS A COLINDAR CON LOTE 43 CUARENTA Y TRES Y AL PONIENTE MIDE 15.00 QUINCE METROS A COLINDAR CON LOTE 41 CUARENTA Y UNO. LA MANZANA REFERENCIA SE ENCUENTRA CIRCUNDADA POR LAS CALLES: SAN JUAN AL NORTE, SAN JUAN AL SUR, LIMITE DE FRACCIONAMIENTO AL ORIENTE, CAMELLON CENTRAL Y AVENIDA GRANSOL AL PONIENTE. SOBRE DICHO INMUEBLE SE ENCUENTRE CONSTRUIDA LA FINCA MARCADA CON EL NUMERO 958 SEISCIENTOS CINCUENTA Y OCHO DE LA CALLE SAN JUAN DE DICHO FRACCIONAMIENTO. Sirviendo como la postura legal para el remate en cita es la de $1107,333.32 (un millón decisiete mil trescientos treinta y tres pesos 32/10 moneda nacional), por ser ésta la cantidad correspondiente al monto total de deuda contraído por las partes, mientras que el bien inmueble fue valuado en la cantidad de $1,228,000.00 (un millón doscientos veintiocho mil pesos 00/100 moneda nacional), siendo postura legal las dos terceras partes de dicho monto, convocándose a postores en el Diario el Porvenir, en el Periódico El Norte o en el Periódico Milenio Diario de Monterrey. Para intervenir en la diligencia los postores deberán consignar en la Secretaría de Finanzas y Tesorería General del Estado, una cantidad igual por lo menos al 10% diez por ciento efectivo del valor del bien que se remata. En el entendido, de que el desahogo de la referida diligencia, atendiendo a los acuerdos generales referidos se desahogará bajo la modalidad de audiencia a través de la plataforma Microsoft Teams, así como el siguiente link (enlace electrónico):	[215, 90, 389, 729]
notice-publication-ref: (10 y 20)	[1040, 967, 1073, 977]
notice-heading: EDICTO	[1041, 370, 1072, 379]
notice-signature-line: FAMILIAR DEL QUINTO DISTRITO	[427, 908, 554, 918]
notice-paragraph: Monterrey, Nuevo León, a 27 de mayo del año 2025.	[404, 872, 577, 891]
notice-signature-line: SEXTO DE LO CIVIL	[641, 1172, 717, 1181]
legal-notice	[781, 79, 954, 640]
notice-paragraph: A LA CIUDADANA: MARICELA ROSALEZ SALAZAR	[215, 992, 389, 1010]
notice-signature-line: TITULAR	[850, 1293, 885, 1302]
notice-signature-line: RAQUEL ARREDONDO GUTIÉRREZ	[800, 594, 935, 603]
notice-signature-line: NOTARIO PÚBLICO TITULAR	[1002, 1087, 1111, 1096]
legal-notice	[781, 1321, 954, 1522]
notice-paragraph: Descripción del bien objeto del remate: La finca industrial y comercial marcada con el número 226 construida sobre el lote de terreno marcado con el número 1, catastralmente 006, de la manzana 046, ubicado en el Municipio de Apodaca, Nuevo León, con las siguientes medidas y colindancias:- Del punto 1 al 2 mide 18.23 metros y colinda y da frente a la calle Treviño, del punto 2 al 3 formando un ochavo con intercesión de las calles Treviño y Guerrero mide 4.77 metros, del punto 3 al 4 mide 17.71 metros y colinda y da frente a la calle Guerrero, del punto 4 al 5 mide 21.44 metros y colinda con el lote 2 del plano de subdivisión, del punto 5 al 1 para cerrar el polígono mide 20.60 metros y colinda con propiedad particular, contando con una (superficie total de 436.09 M2).- Las calles que circundan la manzana son:- al Norte calle Treviño, al Sur calle Juárez, al Oriente Guerrero y Poniente calle Ocampo. Titular y porcentaje del bien a rematar: en la totalidad del bien mueble embargado a la parte demandada Javier Elizondo Elizondo, $2,721,800.00 (dos millones setecientos veintiún mil setecientos pesos 00/100 moneda nacional), precio que servirá como base en la tercera almoneda, bimatriose como postura legal la suma de $1,814,400.00 (un millón ochocientos catorce mil cuatrocientos pesos 00/100 moneda nacional), precio que servirá como base en la tercera almoneda, bimatriose como postura legal la suma de $1,814,400.00 (un millón ochocientos catorce mil cuatrocientos pesos 00/100 moneda nacional). Para realizar la oferta los interesados pueden acudir de manera presencial a la sala de subastas en que se verificará el remate, ubicada en el Centro de Justicia Civil y Mercantil, presentando escrito expresando su interés de participar en la subasta y la identificación oficial y la identificación oficial vigente, que porte su fotografía, así mismo el día de la audiencia las personas que tengan que comparecer en ella en línea, deberán incorporarse a la reunión de Microsoft Teams por lo menos 20 veinte minutos antes de la hora y fecha programadas, desde cualquier equipo de cómputo (privado o público), tableta electrónica o dispositivo celular, con videocámara, micrófono y acceso a Internet, lo anterior de conformidad con los artículos 469, 470, 471, 472 y 482 del Código Federal de Procedimientos Civiles, aplicado de manera supletoria a la materia mercantil, en relación al diverso 1411 del Código de Comercio. Datos del asunto: Expediente judicial 3684/2022, relativo al juicio ejecutivo mercantil promovido por Ezequiel Luis Guijarro Domínguez, en su carácter de endosatario en procuración de la persona moral denominada Cervezas Cuauhtémoc Moctezuma, Sociedad Anónima de Capital Variable, continuado por María Magdalena Reyes Cantú, cesionaria de los derechos litigiosos derivados del presente procedimiento, en contra de Javier Elizondo Elizondo, del índice del referido juzgado. Mayores informes: En la Secretaría del Juzgado. En la inteligencia de que los edictos deberán publicarse 1 una sola vez en la Tabla de Avisos de este juzgado y en El Porvenir, Milenio Diario o El Norte, periódicos de circulación amplia en esta entidad federativa, a elección de la parte actora. Entre la fecha de la publicación, y el día fijado para el remate deben mediar por lo menos 5 cinco días hábiles. Doy fe. (1) Pasaporte expedido por la Secretaría de Relaciones Exteriores; credencial para votar expedida por el Instituto Nacional Electoral (antes Instituto Federal Electoral); cédula profesional expedida por la Secretaría de Educación Pública; cartilla del Servicio Militar Nacional expedida por la Secretaría de la Defensa Nacional; cualquier otra identificación oficial con fotografía y firma expedida por el Gobierno Federal, Estatal o Municipal que tenga impresa la Clave Única de Registro de Población (CURP). Tratándose de extranjeros, el documento migratorio que corresponda emitido por la autoridad competente; el certificado de matrícula consular expedido por la Secretaría de Relaciones Exteriores o, en su caso, por la oficina consular de la circunscripción donde se encuentre el connacional.	[26, 765, 200, 1556]
notice-paragraph: Ante esta Notaría a cargo del Suscrito Notario Licenciado BERNABÉ ALEJANDRO DEL VALLE GOMEZ comparecen las señoras DELFINA CAZARES CARRIZALES, YADIRA SOFÍA HERNANDEZ CAZARES, NORMA LETICIA HERNANDEZ CAZARES, MARGARITA HERNANDEZ CAZARES, JESSICA ALEJANDRA HERNANDEZ CAZARES, y el señor SERNANDO HERNANDEZ CAZARES, AUN LAS DE CARÁCTER PERSONAL, SE LE PRACTICARAN POR MEDIO DE INSTRUCTIVO QUE SE FIJE EN LA TABLA DE AVISOS DE ESTE JUZGADO, ACORDE AL NUMERAL 68 DEL CÓDIGO ADJETIVO CIVIL.	[781, 659, 954, 785]
notice-signature-line: BERNABÉ ALEJANDRO	[822, 785, 913, 795]
notice-paragraph: Monterrey, Nuevo León a 29 de Mayo del 2025.	[969, 1332, 1134, 1341]
